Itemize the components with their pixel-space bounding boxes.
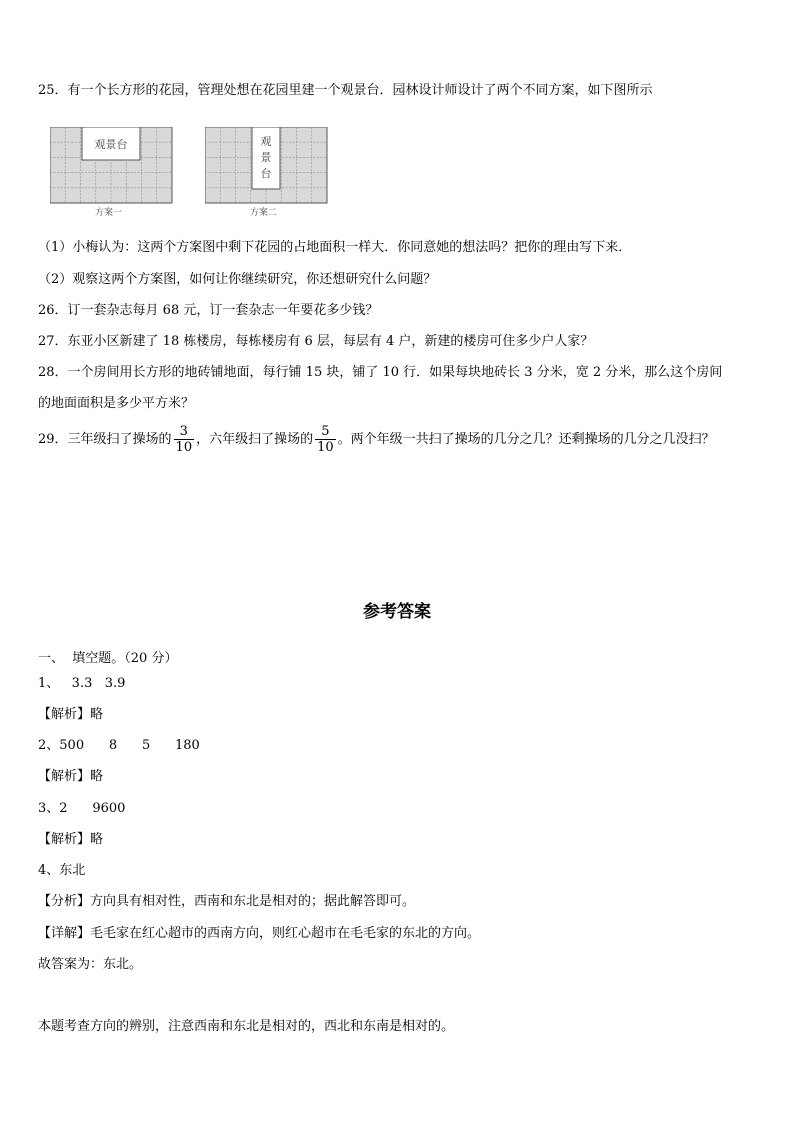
fraction-1-denominator: 10 <box>175 440 193 455</box>
plan-one-grid <box>50 127 174 205</box>
answer-4: 4、东北 <box>38 863 86 878</box>
question-26-text: 26．订一套杂志每月 68 元，订一套杂志一年要花多少钱？ <box>38 303 379 318</box>
fraction-1-numerator: 3 <box>174 424 195 440</box>
question-29-part2: ，六年级扫了操场的 <box>196 432 314 447</box>
question-29-part1: 29．三年级扫了操场的 <box>38 432 172 447</box>
question-27-text: 27．东亚小区新建了 18 栋楼房，每栋楼房有 6 层，每层有 4 户，新建的楼房可住多少户人家？ <box>38 334 594 349</box>
question-25-text: 25．有一个长方形的花园，管理处想在花园里建一个观景台．园林设计师设计了两个不同方案，如下图所示 <box>38 83 653 98</box>
question-25-sub2: （2）观察这两个方案图，如何让你继续研究，你还想研究什么问题？ <box>38 272 437 287</box>
plan-one-overlay-label: 观景台 <box>94 138 128 151</box>
answers-section-title: 一、 填空题。（20 分） <box>38 651 178 666</box>
question-25-sub1: （1）小梅认为：这两个方案图中剩下花园的占地面积一样大．你同意她的想法吗？把你的理由写下来． <box>38 240 632 255</box>
plan-two-figure <box>205 127 329 209</box>
fraction-three-tenths <box>174 424 195 455</box>
answer-4-final: 故答案为：东北。 <box>38 957 143 972</box>
answer-2-note: 【解析】略 <box>38 769 104 784</box>
answer-2: 2、500 8 5 180 <box>38 738 200 753</box>
question-29-part3: 。两个年级一共扫了操场的几分之几？还剩操场的几分之几没扫？ <box>337 432 715 447</box>
answer-3: 3、2 9600 <box>38 801 126 816</box>
fraction-2-numerator: 5 <box>315 424 336 440</box>
answer-3-note: 【解析】略 <box>38 832 104 847</box>
answer-4-detail: 【详解】毛毛家在红心超市的西南方向，则红心超市在毛毛家的东北的方向。 <box>38 926 481 941</box>
answer-1-note: 【解析】略 <box>38 707 104 722</box>
fraction-2-denominator: 10 <box>317 440 334 455</box>
answer-1: 1、 3.3 3.9 <box>38 676 126 691</box>
question-28-line2: 的地面面积是多少平方米？ <box>38 396 195 411</box>
plan-two-overlay-char-3: 台 <box>260 167 272 180</box>
plan-two-grid <box>205 127 329 205</box>
answers-heading: 参考答案 <box>363 602 431 622</box>
question-29-text <box>38 424 715 455</box>
fraction-five-tenths <box>315 424 336 455</box>
plan-one-caption: 方案一 <box>95 208 123 218</box>
plan-two-overlay-char-1: 观 <box>260 135 272 148</box>
answer-4-analysis: 【分析】方向具有相对性，西南和东北是相对的；据此解答即可。 <box>38 894 416 909</box>
plan-one-figure <box>50 127 174 209</box>
question-28-line1: 28．一个房间用长方形的地砖铺地面，每行铺 15 块，铺了 10 行．如果每块地砖长 3 分米，宽 2 分米，那么这个房间 <box>38 365 723 380</box>
plan-two-overlay-char-2: 景 <box>260 151 272 164</box>
answer-4-summary: 本题考查方向的辨别，注意西南和东北是相对的，西北和东南是相对的。 <box>38 1019 455 1034</box>
plan-two-caption: 方案二 <box>250 208 278 218</box>
